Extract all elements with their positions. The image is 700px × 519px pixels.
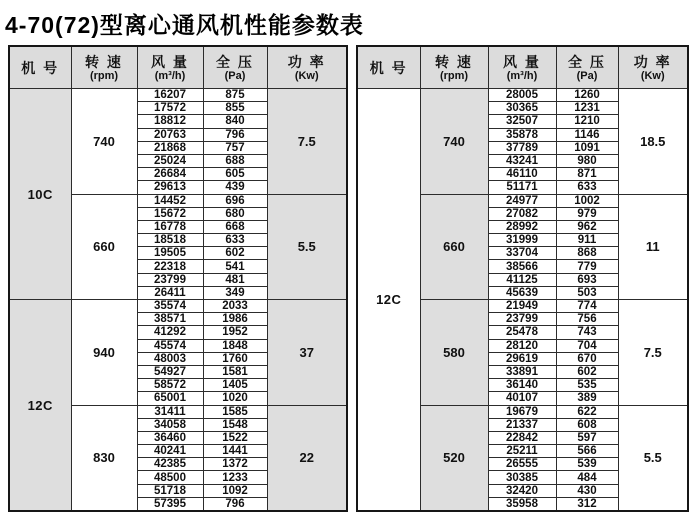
air-volume-cell: 40107 [488, 392, 556, 405]
air-volume-cell: 25024 [137, 154, 203, 167]
total-pressure-cell: 855 [203, 102, 267, 115]
header-unit: (rpm) [439, 69, 469, 82]
speed-cell: 740 [420, 89, 488, 195]
air-volume-cell: 29619 [488, 352, 556, 365]
total-pressure-cell: 1441 [203, 445, 267, 458]
total-pressure-cell: 1986 [203, 313, 267, 326]
header-unit: (rpm) [89, 69, 119, 82]
total-pressure-cell: 389 [556, 392, 618, 405]
header-label: 转 速 [85, 53, 123, 70]
total-pressure-cell: 539 [556, 458, 618, 471]
speed-cell: 520 [420, 405, 488, 511]
air-volume-cell: 48003 [137, 352, 203, 365]
total-pressure-cell: 602 [556, 365, 618, 378]
total-pressure-cell: 312 [556, 497, 618, 511]
total-pressure-cell: 774 [556, 300, 618, 313]
header-label: 功 率 [633, 53, 672, 70]
air-volume-cell: 54927 [137, 365, 203, 378]
total-pressure-cell: 1260 [556, 89, 618, 102]
air-volume-cell: 14452 [137, 194, 203, 207]
air-volume-cell: 41125 [488, 273, 556, 286]
power-cell: 11 [618, 194, 688, 300]
air-volume-cell: 36140 [488, 379, 556, 392]
total-pressure-cell: 439 [203, 181, 267, 194]
power-cell: 37 [267, 300, 347, 406]
table-row [9, 300, 347, 313]
speed-cell: 580 [420, 300, 488, 406]
air-volume-cell: 35958 [488, 497, 556, 511]
air-volume-cell: 18518 [137, 234, 203, 247]
air-volume-cell: 23799 [137, 273, 203, 286]
air-volume-cell: 28992 [488, 220, 556, 233]
speed-cell: 660 [71, 194, 137, 300]
header-label: 全 压 [216, 53, 254, 70]
machine-no-cell: 12C [9, 300, 71, 512]
total-pressure-cell: 1210 [556, 115, 618, 128]
air-volume-cell: 26411 [137, 286, 203, 299]
total-pressure-cell: 633 [556, 181, 618, 194]
air-volume-cell: 37789 [488, 141, 556, 154]
air-volume-cell: 45574 [137, 339, 203, 352]
total-pressure-cell: 757 [203, 141, 267, 154]
header-speed-rpm [71, 46, 137, 89]
air-volume-cell: 48500 [137, 471, 203, 484]
header-label: 全 压 [568, 53, 606, 70]
machine-no-cell: 10C [9, 89, 71, 300]
air-volume-cell: 27082 [488, 207, 556, 220]
total-pressure-cell: 1848 [203, 339, 267, 352]
total-pressure-cell: 796 [203, 497, 267, 511]
machine-no-cell: 12C [357, 89, 420, 512]
air-volume-cell: 16207 [137, 89, 203, 102]
air-volume-cell: 35878 [488, 128, 556, 141]
total-pressure-cell: 602 [203, 247, 267, 260]
total-pressure-cell: 696 [203, 194, 267, 207]
total-pressure-cell: 962 [556, 220, 618, 233]
air-volume-cell: 28005 [488, 89, 556, 102]
air-volume-cell: 16778 [137, 220, 203, 233]
total-pressure-cell: 349 [203, 286, 267, 299]
total-pressure-cell: 1405 [203, 379, 267, 392]
air-volume-cell: 28120 [488, 339, 556, 352]
air-volume-cell: 35574 [137, 300, 203, 313]
speed-cell: 940 [71, 300, 137, 406]
total-pressure-cell: 1581 [203, 365, 267, 378]
air-volume-cell: 23799 [488, 313, 556, 326]
speed-cell: 660 [420, 194, 488, 300]
total-pressure-cell: 756 [556, 313, 618, 326]
air-volume-cell: 58572 [137, 379, 203, 392]
total-pressure-cell: 693 [556, 273, 618, 286]
speed-cell: 830 [71, 405, 137, 511]
total-pressure-cell: 622 [556, 405, 618, 418]
total-pressure-cell: 743 [556, 326, 618, 339]
table-row [357, 89, 688, 102]
power-cell: 18.5 [618, 89, 688, 195]
air-volume-cell: 51718 [137, 484, 203, 497]
header-label: 功 率 [287, 53, 326, 70]
total-pressure-cell: 688 [203, 154, 267, 167]
total-pressure-cell: 1372 [203, 458, 267, 471]
air-volume-cell: 57395 [137, 497, 203, 511]
total-pressure-cell: 680 [203, 207, 267, 220]
total-pressure-cell: 1092 [203, 484, 267, 497]
power-cell: 5.5 [267, 194, 347, 300]
total-pressure-cell: 481 [203, 273, 267, 286]
total-pressure-cell: 597 [556, 431, 618, 444]
total-pressure-cell: 840 [203, 115, 267, 128]
air-volume-cell: 33704 [488, 247, 556, 260]
air-volume-cell: 31411 [137, 405, 203, 418]
power-cell: 7.5 [618, 300, 688, 406]
total-pressure-cell: 980 [556, 154, 618, 167]
air-volume-cell: 30385 [488, 471, 556, 484]
total-pressure-cell: 605 [203, 168, 267, 181]
total-pressure-cell: 1522 [203, 431, 267, 444]
air-volume-cell: 31999 [488, 234, 556, 247]
header-speed-rpm [420, 46, 488, 89]
air-volume-cell: 46110 [488, 168, 556, 181]
air-volume-cell: 38566 [488, 260, 556, 273]
header-power-kw [618, 46, 688, 89]
total-pressure-cell: 1020 [203, 392, 267, 405]
air-volume-cell: 21949 [488, 300, 556, 313]
total-pressure-cell: 2033 [203, 300, 267, 313]
air-volume-cell: 26684 [137, 168, 203, 181]
air-volume-cell: 29613 [137, 181, 203, 194]
total-pressure-cell: 704 [556, 339, 618, 352]
air-volume-cell: 15672 [137, 207, 203, 220]
air-volume-cell: 21868 [137, 141, 203, 154]
header-total-pressure [203, 46, 267, 89]
header-power-kw [267, 46, 347, 89]
air-volume-cell: 36460 [137, 431, 203, 444]
tables-row [8, 45, 700, 512]
total-pressure-cell: 668 [203, 220, 267, 233]
air-volume-cell: 25211 [488, 445, 556, 458]
air-volume-cell: 19679 [488, 405, 556, 418]
header-total-pressure [556, 46, 618, 89]
header-label: 机 号 [21, 59, 60, 76]
total-pressure-cell: 1146 [556, 128, 618, 141]
total-pressure-cell: 875 [203, 89, 267, 102]
header-label: 转 速 [435, 53, 473, 70]
total-pressure-cell: 1233 [203, 471, 267, 484]
total-pressure-cell: 911 [556, 234, 618, 247]
page-title: 4-70(72)型离心通风机性能参数表 [5, 12, 364, 38]
air-volume-cell: 19505 [137, 247, 203, 260]
total-pressure-cell: 1585 [203, 405, 267, 418]
header-label: 风 量 [503, 53, 541, 70]
air-volume-cell: 33891 [488, 365, 556, 378]
air-volume-cell: 22318 [137, 260, 203, 273]
air-volume-cell: 26555 [488, 458, 556, 471]
power-cell: 22 [267, 405, 347, 511]
header-machine-no [9, 46, 71, 89]
air-volume-cell: 40241 [137, 445, 203, 458]
air-volume-cell: 22842 [488, 431, 556, 444]
total-pressure-cell: 779 [556, 260, 618, 273]
total-pressure-cell: 484 [556, 471, 618, 484]
power-cell: 7.5 [267, 89, 347, 195]
total-pressure-cell: 430 [556, 484, 618, 497]
header-unit: (Pa) [224, 69, 246, 82]
total-pressure-cell: 1760 [203, 352, 267, 365]
total-pressure-cell: 979 [556, 207, 618, 220]
header-label: 机 号 [369, 59, 408, 76]
air-volume-cell: 30365 [488, 102, 556, 115]
total-pressure-cell: 1002 [556, 194, 618, 207]
total-pressure-cell: 670 [556, 352, 618, 365]
air-volume-cell: 25478 [488, 326, 556, 339]
header-unit: (Kw) [640, 69, 665, 82]
header-label: 风 量 [151, 53, 189, 70]
speed-cell: 740 [71, 89, 137, 195]
air-volume-cell: 32420 [488, 484, 556, 497]
header-air-volume [488, 46, 556, 89]
total-pressure-cell: 868 [556, 247, 618, 260]
header-machine-no [357, 46, 420, 89]
header-unit: (m³/h) [506, 69, 538, 82]
header-air-volume [137, 46, 203, 89]
air-volume-cell: 38571 [137, 313, 203, 326]
power-cell: 5.5 [618, 405, 688, 511]
air-volume-cell: 45639 [488, 286, 556, 299]
total-pressure-cell: 871 [556, 168, 618, 181]
total-pressure-cell: 796 [203, 128, 267, 141]
total-pressure-cell: 1091 [556, 141, 618, 154]
total-pressure-cell: 541 [203, 260, 267, 273]
total-pressure-cell: 1548 [203, 418, 267, 431]
total-pressure-cell: 566 [556, 445, 618, 458]
total-pressure-cell: 1952 [203, 326, 267, 339]
header-unit: (Pa) [576, 69, 598, 82]
total-pressure-cell: 503 [556, 286, 618, 299]
performance-table-right [356, 45, 689, 512]
air-volume-cell: 43241 [488, 154, 556, 167]
air-volume-cell: 51171 [488, 181, 556, 194]
total-pressure-cell: 633 [203, 234, 267, 247]
air-volume-cell: 42385 [137, 458, 203, 471]
air-volume-cell: 34058 [137, 418, 203, 431]
air-volume-cell: 24977 [488, 194, 556, 207]
table-row [9, 89, 347, 102]
header-unit: (m³/h) [154, 69, 186, 82]
total-pressure-cell: 535 [556, 379, 618, 392]
air-volume-cell: 41292 [137, 326, 203, 339]
air-volume-cell: 32507 [488, 115, 556, 128]
air-volume-cell: 21337 [488, 418, 556, 431]
air-volume-cell: 18812 [137, 115, 203, 128]
air-volume-cell: 20763 [137, 128, 203, 141]
air-volume-cell: 65001 [137, 392, 203, 405]
header-unit: (Kw) [294, 69, 319, 82]
total-pressure-cell: 608 [556, 418, 618, 431]
air-volume-cell: 17572 [137, 102, 203, 115]
performance-table-left [8, 45, 348, 512]
total-pressure-cell: 1231 [556, 102, 618, 115]
